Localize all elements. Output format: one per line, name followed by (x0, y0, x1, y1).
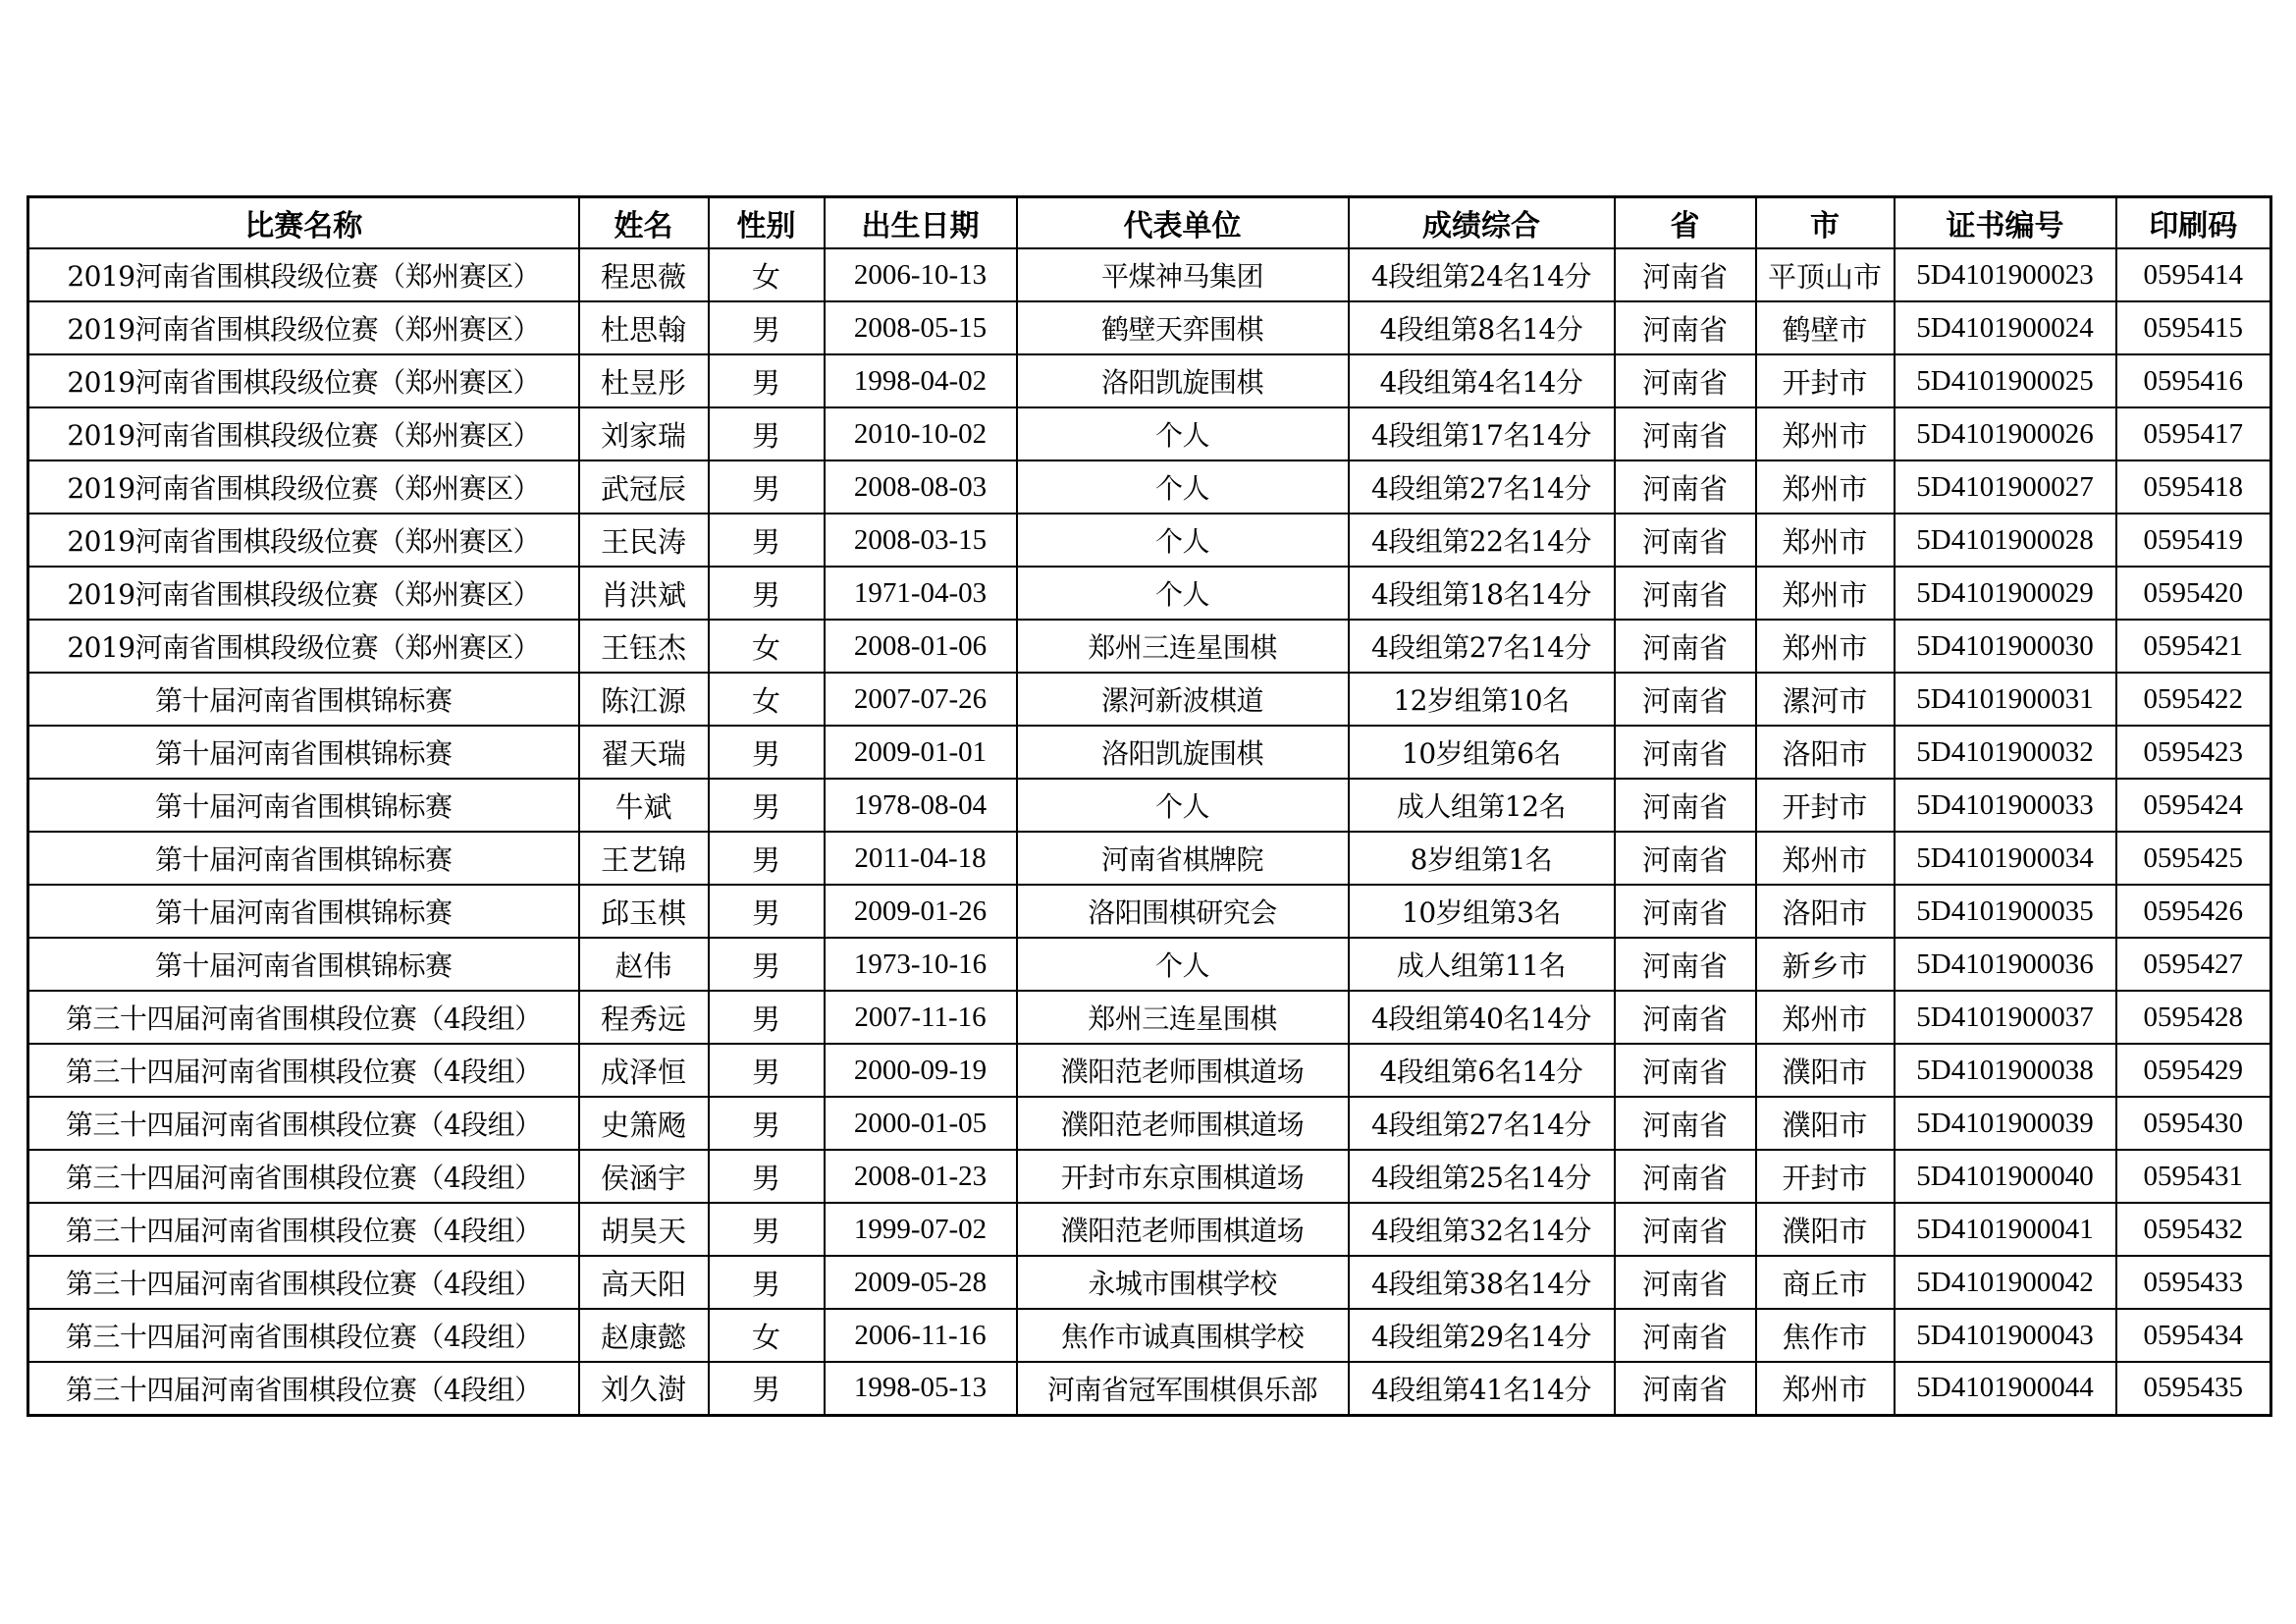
cell-gender: 男 (709, 1097, 825, 1150)
cell-birthdate: 2006-10-13 (825, 248, 1017, 301)
cell-birthdate: 2007-11-16 (825, 991, 1017, 1044)
cell-name: 陈江源 (579, 673, 709, 726)
cell-unit: 河南省棋牌院 (1017, 832, 1349, 885)
cell-print-code: 0595430 (2116, 1097, 2271, 1150)
cell-birthdate: 2008-08-03 (825, 460, 1017, 514)
cell-birthdate: 1971-04-03 (825, 567, 1017, 620)
cell-birthdate: 2008-01-06 (825, 620, 1017, 673)
cell-province: 河南省 (1615, 1309, 1756, 1362)
cell-name: 翟天瑞 (579, 726, 709, 779)
cell-certificate-number: 5D4101900027 (1895, 460, 2116, 514)
cell-certificate-number: 5D4101900038 (1895, 1044, 2116, 1097)
cell-event: 第十届河南省围棋锦标赛 (28, 938, 579, 991)
cell-birthdate: 2000-01-05 (825, 1097, 1017, 1150)
cell-gender: 女 (709, 673, 825, 726)
cell-gender: 男 (709, 832, 825, 885)
cell-gender: 男 (709, 779, 825, 832)
cell-certificate-number: 5D4101900037 (1895, 991, 2116, 1044)
header-print-code: 印刷码 (2116, 197, 2271, 249)
cell-unit: 开封市东京围棋道场 (1017, 1150, 1349, 1203)
table-row (28, 726, 2271, 779)
cell-print-code: 0595418 (2116, 460, 2271, 514)
cell-result: 4段组第38名14分 (1349, 1256, 1615, 1309)
cell-province: 河南省 (1615, 1044, 1756, 1097)
cell-print-code: 0595414 (2116, 248, 2271, 301)
cell-birthdate: 2006-11-16 (825, 1309, 1017, 1362)
cell-name: 高天阳 (579, 1256, 709, 1309)
cell-certificate-number: 5D4101900035 (1895, 885, 2116, 938)
cell-gender: 男 (709, 991, 825, 1044)
cell-unit: 濮阳范老师围棋道场 (1017, 1203, 1349, 1256)
cell-city: 焦作市 (1756, 1309, 1895, 1362)
cell-certificate-number: 5D4101900043 (1895, 1309, 2116, 1362)
cell-province: 河南省 (1615, 567, 1756, 620)
table-row (28, 832, 2271, 885)
cell-province: 河南省 (1615, 726, 1756, 779)
cell-name: 杜思翰 (579, 301, 709, 354)
cell-name: 程思薇 (579, 248, 709, 301)
cell-city: 商丘市 (1756, 1256, 1895, 1309)
cell-birthdate: 2007-07-26 (825, 673, 1017, 726)
cell-name: 赵康懿 (579, 1309, 709, 1362)
cell-result: 4段组第25名14分 (1349, 1150, 1615, 1203)
cell-gender: 男 (709, 1256, 825, 1309)
cell-gender: 女 (709, 620, 825, 673)
cell-city: 开封市 (1756, 779, 1895, 832)
cell-print-code: 0595417 (2116, 407, 2271, 460)
cell-print-code: 0595432 (2116, 1203, 2271, 1256)
table-row (28, 938, 2271, 991)
cell-result: 4段组第22名14分 (1349, 514, 1615, 567)
table-row (28, 1362, 2271, 1415)
cell-unit: 郑州三连星围棋 (1017, 991, 1349, 1044)
cell-name: 肖洪斌 (579, 567, 709, 620)
cell-province: 河南省 (1615, 460, 1756, 514)
table-row (28, 620, 2271, 673)
table-row (28, 407, 2271, 460)
header-province: 省 (1615, 197, 1756, 249)
table-row (28, 1044, 2271, 1097)
cell-result: 4段组第24名14分 (1349, 248, 1615, 301)
table-row (28, 354, 2271, 407)
cell-print-code: 0595421 (2116, 620, 2271, 673)
cell-city: 郑州市 (1756, 991, 1895, 1044)
cell-certificate-number: 5D4101900034 (1895, 832, 2116, 885)
cell-province: 河南省 (1615, 354, 1756, 407)
cell-unit: 永城市围棋学校 (1017, 1256, 1349, 1309)
cell-result: 4段组第4名14分 (1349, 354, 1615, 407)
header-row (28, 197, 2271, 249)
cell-event: 第十届河南省围棋锦标赛 (28, 726, 579, 779)
cell-province: 河南省 (1615, 938, 1756, 991)
table-row (28, 1203, 2271, 1256)
header-result: 成绩综合 (1349, 197, 1615, 249)
table-row (28, 1150, 2271, 1203)
cell-certificate-number: 5D4101900026 (1895, 407, 2116, 460)
cell-name: 程秀远 (579, 991, 709, 1044)
cell-print-code: 0595423 (2116, 726, 2271, 779)
cell-print-code: 0595424 (2116, 779, 2271, 832)
cell-name: 杜昱彤 (579, 354, 709, 407)
cell-unit: 个人 (1017, 938, 1349, 991)
cell-result: 成人组第12名 (1349, 779, 1615, 832)
cell-birthdate: 2010-10-02 (825, 407, 1017, 460)
cell-unit: 平煤神马集团 (1017, 248, 1349, 301)
cell-city: 新乡市 (1756, 938, 1895, 991)
cell-unit: 个人 (1017, 567, 1349, 620)
cell-event: 2019河南省围棋段级位赛（郑州赛区） (28, 354, 579, 407)
cell-province: 河南省 (1615, 514, 1756, 567)
cell-gender: 男 (709, 885, 825, 938)
table-row (28, 1309, 2271, 1362)
cell-result: 4段组第40名14分 (1349, 991, 1615, 1044)
cell-name: 牛斌 (579, 779, 709, 832)
cell-event: 2019河南省围棋段级位赛（郑州赛区） (28, 407, 579, 460)
cell-birthdate: 2008-05-15 (825, 301, 1017, 354)
cell-print-code: 0595425 (2116, 832, 2271, 885)
cell-province: 河南省 (1615, 991, 1756, 1044)
cell-province: 河南省 (1615, 1256, 1756, 1309)
cell-unit: 濮阳范老师围棋道场 (1017, 1097, 1349, 1150)
cell-gender: 男 (709, 726, 825, 779)
cell-certificate-number: 5D4101900029 (1895, 567, 2116, 620)
cell-province: 河南省 (1615, 407, 1756, 460)
cell-certificate-number: 5D4101900044 (1895, 1362, 2116, 1415)
cell-city: 郑州市 (1756, 620, 1895, 673)
cell-gender: 男 (709, 1044, 825, 1097)
cell-unit: 个人 (1017, 514, 1349, 567)
cell-unit: 郑州三连星围棋 (1017, 620, 1349, 673)
cell-name: 武冠辰 (579, 460, 709, 514)
cell-city: 开封市 (1756, 1150, 1895, 1203)
cell-event: 2019河南省围棋段级位赛（郑州赛区） (28, 567, 579, 620)
cell-result: 成人组第11名 (1349, 938, 1615, 991)
cell-certificate-number: 5D4101900025 (1895, 354, 2116, 407)
table-row (28, 1256, 2271, 1309)
cell-birthdate: 2008-01-23 (825, 1150, 1017, 1203)
cell-birthdate: 1973-10-16 (825, 938, 1017, 991)
cell-certificate-number: 5D4101900040 (1895, 1150, 2116, 1203)
cell-result: 4段组第32名14分 (1349, 1203, 1615, 1256)
cell-event: 2019河南省围棋段级位赛（郑州赛区） (28, 514, 579, 567)
cell-gender: 男 (709, 1150, 825, 1203)
table-row (28, 991, 2271, 1044)
cell-result: 4段组第6名14分 (1349, 1044, 1615, 1097)
cell-unit: 河南省冠军围棋俱乐部 (1017, 1362, 1349, 1415)
cell-result: 12岁组第10名 (1349, 673, 1615, 726)
cell-event: 2019河南省围棋段级位赛（郑州赛区） (28, 620, 579, 673)
header-birthdate: 出生日期 (825, 197, 1017, 249)
cell-event: 第三十四届河南省围棋段位赛（4段组） (28, 1150, 579, 1203)
cell-name: 王民涛 (579, 514, 709, 567)
cell-province: 河南省 (1615, 1362, 1756, 1415)
cell-print-code: 0595433 (2116, 1256, 2271, 1309)
cell-name: 刘家瑞 (579, 407, 709, 460)
cell-result: 4段组第29名14分 (1349, 1309, 1615, 1362)
cell-event: 第三十四届河南省围棋段位赛（4段组） (28, 1309, 579, 1362)
cell-certificate-number: 5D4101900030 (1895, 620, 2116, 673)
header-unit: 代表单位 (1017, 197, 1349, 249)
cell-event: 2019河南省围棋段级位赛（郑州赛区） (28, 248, 579, 301)
cell-certificate-number: 5D4101900032 (1895, 726, 2116, 779)
cell-print-code: 0595420 (2116, 567, 2271, 620)
cell-unit: 濮阳范老师围棋道场 (1017, 1044, 1349, 1097)
cell-province: 河南省 (1615, 1150, 1756, 1203)
cell-city: 濮阳市 (1756, 1044, 1895, 1097)
cell-event: 第十届河南省围棋锦标赛 (28, 779, 579, 832)
cell-event: 第十届河南省围棋锦标赛 (28, 832, 579, 885)
cell-name: 赵伟 (579, 938, 709, 991)
cell-certificate-number: 5D4101900031 (1895, 673, 2116, 726)
cell-city: 鹤壁市 (1756, 301, 1895, 354)
cell-gender: 男 (709, 460, 825, 514)
cell-certificate-number: 5D4101900036 (1895, 938, 2116, 991)
cell-gender: 男 (709, 1362, 825, 1415)
cell-print-code: 0595416 (2116, 354, 2271, 407)
cell-event: 2019河南省围棋段级位赛（郑州赛区） (28, 301, 579, 354)
cell-province: 河南省 (1615, 885, 1756, 938)
cell-birthdate: 1978-08-04 (825, 779, 1017, 832)
cell-birthdate: 1999-07-02 (825, 1203, 1017, 1256)
cell-print-code: 0595431 (2116, 1150, 2271, 1203)
cell-name: 侯涵宇 (579, 1150, 709, 1203)
cell-province: 河南省 (1615, 620, 1756, 673)
cell-unit: 焦作市诚真围棋学校 (1017, 1309, 1349, 1362)
cell-gender: 男 (709, 407, 825, 460)
cell-unit: 个人 (1017, 460, 1349, 514)
cell-province: 河南省 (1615, 832, 1756, 885)
cell-birthdate: 1998-05-13 (825, 1362, 1017, 1415)
cell-birthdate: 2000-09-19 (825, 1044, 1017, 1097)
cell-province: 河南省 (1615, 248, 1756, 301)
certificate-table (27, 195, 2272, 1417)
cell-gender: 男 (709, 301, 825, 354)
cell-event: 第三十四届河南省围棋段位赛（4段组） (28, 1097, 579, 1150)
cell-city: 郑州市 (1756, 460, 1895, 514)
table-row (28, 514, 2271, 567)
cell-birthdate: 1998-04-02 (825, 354, 1017, 407)
header-name: 姓名 (579, 197, 709, 249)
cell-result: 8岁组第1名 (1349, 832, 1615, 885)
cell-print-code: 0595428 (2116, 991, 2271, 1044)
cell-print-code: 0595427 (2116, 938, 2271, 991)
cell-city: 洛阳市 (1756, 726, 1895, 779)
table-row (28, 673, 2271, 726)
cell-print-code: 0595419 (2116, 514, 2271, 567)
cell-gender: 男 (709, 514, 825, 567)
cell-result: 4段组第27名14分 (1349, 1097, 1615, 1150)
cell-birthdate: 2011-04-18 (825, 832, 1017, 885)
cell-unit: 洛阳凯旋围棋 (1017, 354, 1349, 407)
cell-name: 王艺锦 (579, 832, 709, 885)
cell-city: 郑州市 (1756, 407, 1895, 460)
cell-gender: 女 (709, 248, 825, 301)
cell-city: 濮阳市 (1756, 1203, 1895, 1256)
cell-result: 10岁组第3名 (1349, 885, 1615, 938)
cell-print-code: 0595429 (2116, 1044, 2271, 1097)
cell-print-code: 0595434 (2116, 1309, 2271, 1362)
cell-city: 郑州市 (1756, 514, 1895, 567)
cell-result: 4段组第17名14分 (1349, 407, 1615, 460)
cell-event: 第三十四届河南省围棋段位赛（4段组） (28, 1256, 579, 1309)
cell-result: 4段组第27名14分 (1349, 460, 1615, 514)
table-row (28, 248, 2271, 301)
cell-unit: 个人 (1017, 407, 1349, 460)
table-row (28, 301, 2271, 354)
cell-name: 王钰杰 (579, 620, 709, 673)
cell-name: 史箫飏 (579, 1097, 709, 1150)
cell-province: 河南省 (1615, 673, 1756, 726)
cell-province: 河南省 (1615, 301, 1756, 354)
cell-city: 濮阳市 (1756, 1097, 1895, 1150)
cell-result: 4段组第41名14分 (1349, 1362, 1615, 1415)
cell-unit: 洛阳围棋研究会 (1017, 885, 1349, 938)
cell-print-code: 0595426 (2116, 885, 2271, 938)
table-row (28, 567, 2271, 620)
cell-gender: 男 (709, 567, 825, 620)
table-row (28, 1097, 2271, 1150)
cell-certificate-number: 5D4101900033 (1895, 779, 2116, 832)
cell-certificate-number: 5D4101900039 (1895, 1097, 2116, 1150)
cell-province: 河南省 (1615, 1097, 1756, 1150)
cell-event: 第三十四届河南省围棋段位赛（4段组） (28, 1044, 579, 1097)
cell-birthdate: 2009-01-26 (825, 885, 1017, 938)
cell-result: 4段组第27名14分 (1349, 620, 1615, 673)
cell-gender: 男 (709, 938, 825, 991)
cell-result: 4段组第18名14分 (1349, 567, 1615, 620)
cell-name: 刘久澍 (579, 1362, 709, 1415)
table-row (28, 460, 2271, 514)
header-event: 比赛名称 (28, 197, 579, 249)
table-row (28, 885, 2271, 938)
header-city: 市 (1756, 197, 1895, 249)
cell-name: 成泽恒 (579, 1044, 709, 1097)
cell-print-code: 0595415 (2116, 301, 2271, 354)
cell-result: 10岁组第6名 (1349, 726, 1615, 779)
cell-city: 郑州市 (1756, 567, 1895, 620)
cell-certificate-number: 5D4101900024 (1895, 301, 2116, 354)
cell-birthdate: 2008-03-15 (825, 514, 1017, 567)
cell-unit: 个人 (1017, 779, 1349, 832)
cell-gender: 男 (709, 354, 825, 407)
table-row (28, 779, 2271, 832)
cell-city: 漯河市 (1756, 673, 1895, 726)
cell-province: 河南省 (1615, 779, 1756, 832)
cell-unit: 鹤壁天弈围棋 (1017, 301, 1349, 354)
cell-city: 洛阳市 (1756, 885, 1895, 938)
cell-city: 郑州市 (1756, 832, 1895, 885)
cell-event: 第三十四届河南省围棋段位赛（4段组） (28, 1203, 579, 1256)
cell-city: 平顶山市 (1756, 248, 1895, 301)
cell-certificate-number: 5D4101900042 (1895, 1256, 2116, 1309)
cell-event: 第十届河南省围棋锦标赛 (28, 885, 579, 938)
cell-birthdate: 2009-05-28 (825, 1256, 1017, 1309)
cell-name: 邱玉棋 (579, 885, 709, 938)
cell-gender: 女 (709, 1309, 825, 1362)
cell-gender: 男 (709, 1203, 825, 1256)
cell-result: 4段组第8名14分 (1349, 301, 1615, 354)
cell-event: 2019河南省围棋段级位赛（郑州赛区） (28, 460, 579, 514)
cell-event: 第三十四届河南省围棋段位赛（4段组） (28, 1362, 579, 1415)
cell-unit: 洛阳凯旋围棋 (1017, 726, 1349, 779)
header-certificate-number: 证书编号 (1895, 197, 2116, 249)
cell-print-code: 0595422 (2116, 673, 2271, 726)
cell-name: 胡昊天 (579, 1203, 709, 1256)
cell-unit: 漯河新波棋道 (1017, 673, 1349, 726)
cell-province: 河南省 (1615, 1203, 1756, 1256)
cell-print-code: 0595435 (2116, 1362, 2271, 1415)
cell-birthdate: 2009-01-01 (825, 726, 1017, 779)
cell-certificate-number: 5D4101900028 (1895, 514, 2116, 567)
cell-city: 郑州市 (1756, 1362, 1895, 1415)
cell-certificate-number: 5D4101900023 (1895, 248, 2116, 301)
cell-city: 开封市 (1756, 354, 1895, 407)
header-gender: 性别 (709, 197, 825, 249)
cell-event: 第十届河南省围棋锦标赛 (28, 673, 579, 726)
cell-event: 第三十四届河南省围棋段位赛（4段组） (28, 991, 579, 1044)
cell-certificate-number: 5D4101900041 (1895, 1203, 2116, 1256)
